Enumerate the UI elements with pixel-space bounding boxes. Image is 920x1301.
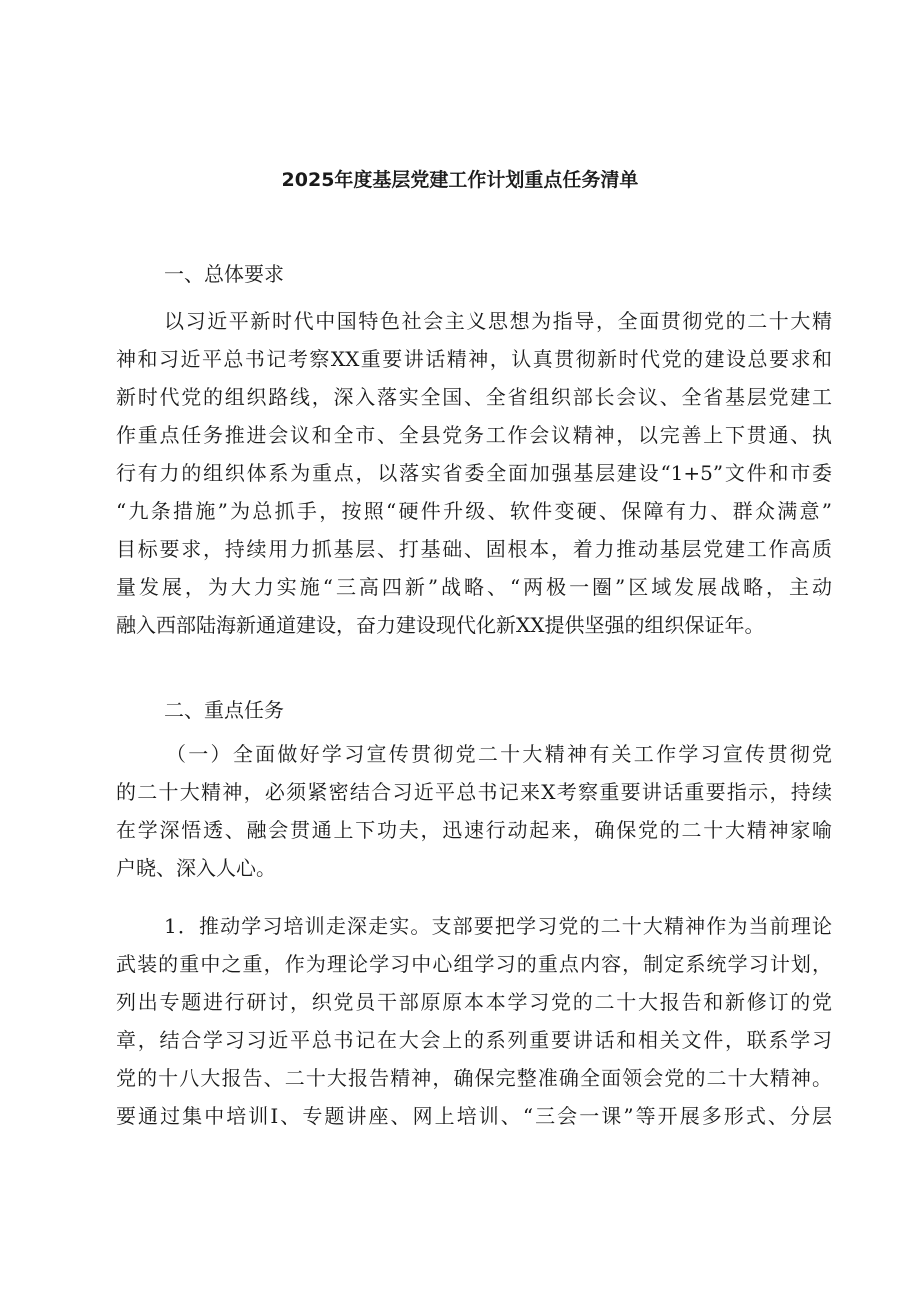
text-line: 目标要求，持续用力抓基层、打基础、固根本，着力推动基层党建工作高质	[116, 537, 832, 561]
paragraph-key-task-1	[116, 735, 832, 887]
text-line: 的二十大精神，必须紧密结合习近平总书记来X考察重要讲话重要指示，持续	[116, 780, 832, 804]
paragraph-key-task-1-item-1	[116, 907, 832, 1135]
text-line: “九条措施”为总抓手，按照“硬件升级、软件变硬、保障有力、群众满意”	[116, 499, 832, 523]
text-line: 行有力的组织体系为重点，以落实省委全面加强基层建设“1+5”文件和市委	[116, 461, 832, 485]
text-line: 在学深悟透、融会贯通上下功夫，迅速行动起来，确保党的二十大精神家喻	[116, 818, 832, 842]
text-line: 作重点任务推进会议和全市、全县党务工作会议精神，以完善上下贯通、执	[116, 423, 832, 447]
text-line: 章，结合学习习近平总书记在大会上的系列重要讲话和相关文件，联系学习	[116, 1028, 832, 1052]
text-line: 要通过集中培训I、专题讲座、网上培训、“三会一课”等开展多形式、分层	[116, 1104, 832, 1128]
paragraph-general-requirements	[116, 302, 832, 644]
text-line: 武装的重中之重，作为理论学习中心组学习的重点内容，制定系统学习计划，	[116, 952, 832, 976]
document-title: 2025年度基层党建工作计划重点任务清单	[281, 169, 639, 191]
text-line: 神和习近平总书记考察XX重要讲话精神，认真贯彻新时代党的建设总要求和	[116, 347, 832, 371]
section-heading-key-tasks: 二、重点任务	[164, 698, 284, 722]
text-line: （一）全面做好学习宣传贯彻党二十大精神有关工作学习宣传贯彻党	[166, 742, 832, 766]
section-heading-general-requirements: 一、总体要求	[164, 262, 284, 286]
text-line: 新时代党的组织路线，深入落实全国、全省组织部长会议、全省基层党建工	[116, 385, 832, 409]
text-line: 以习近平新时代中国特色社会主义思想为指导，全面贯彻党的二十大精	[164, 309, 832, 333]
text-line: 户晓、深入人心。	[116, 856, 276, 880]
text-line: 融入西部陆海新通道建设，奋力建设现代化新XX提供坚强的组织保证年。	[116, 613, 765, 637]
text-line: 党的十八大报告、二十大报告精神，确保完整准确全面领会党的二十大精神。	[116, 1066, 832, 1090]
text-line: 1．推动学习培训走深走实。支部要把学习党的二十大精神作为当前理论	[164, 914, 832, 938]
text-line: 列出专题进行研讨，织党员干部原原本本学习党的二十大报告和新修订的党	[116, 990, 832, 1014]
text-line: 量发展，为大力实施“三高四新”战略、“两极一圈”区域发展战略，主动	[116, 575, 832, 599]
